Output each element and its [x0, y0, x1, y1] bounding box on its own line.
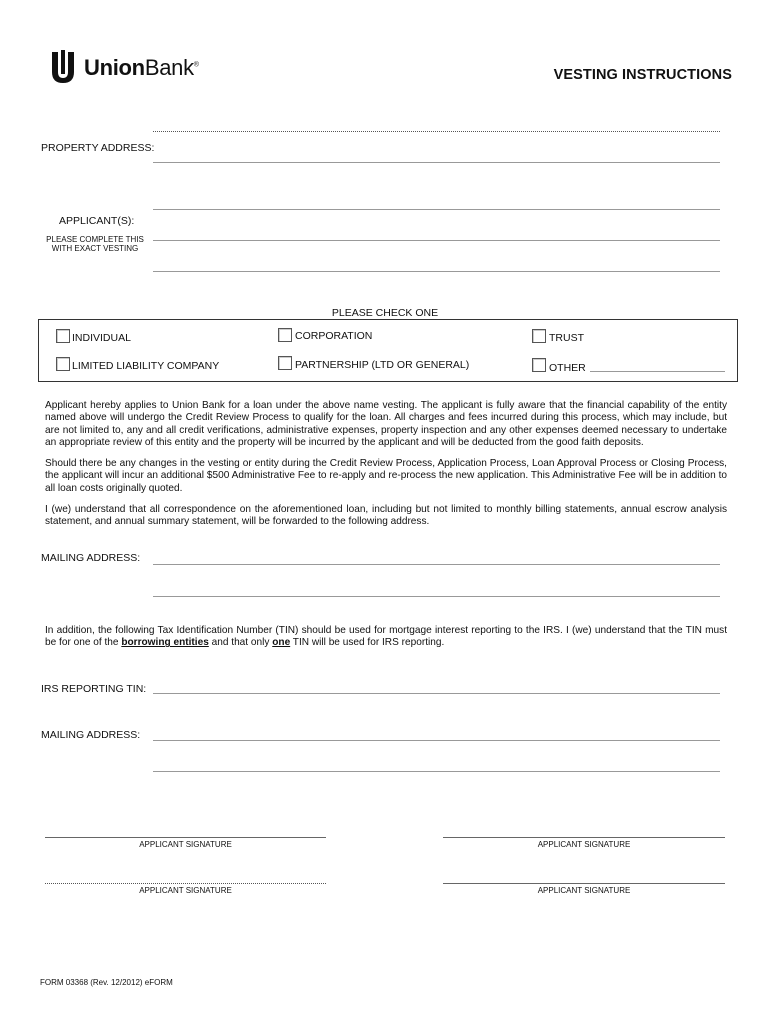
- page-title: VESTING INSTRUCTIONS: [553, 67, 732, 83]
- mailing-address-label-2: MAILING ADDRESS:: [41, 729, 141, 741]
- trust-checkbox[interactable]: [532, 329, 546, 343]
- llc-checkbox[interactable]: [56, 357, 70, 371]
- signature-label-1: APPLICANT SIGNATURE: [139, 840, 232, 849]
- llc-label: LIMITED LIABILITY COMPANY: [72, 360, 220, 372]
- vesting-change-paragraph: Should there be any changes in the vesting or entity during the Credit Review Process, Application Process, Loan Approval Process or Closing Process, the applicant will incur an additional $500 Administrative Fee to re-apply and re-process the new application. This Administrative Fee will be in addition to all loan costs originally quoted.: [45, 458, 727, 494]
- check-one-heading: PLEASE CHECK ONE: [331, 307, 439, 319]
- property-address-line-1[interactable]: [153, 131, 720, 132]
- applicants-line-1[interactable]: [153, 209, 720, 210]
- other-label: OTHER: [549, 362, 586, 374]
- signature-label-4: APPLICANT SIGNATURE: [537, 886, 631, 895]
- applicants-line-2[interactable]: [153, 240, 720, 241]
- applicants-note-2: WITH EXACT VESTING: [51, 244, 139, 253]
- other-checkbox[interactable]: [532, 358, 546, 372]
- irs-tin-label: IRS REPORTING TIN:: [41, 683, 147, 695]
- loan-application-paragraph: Applicant hereby applies to Union Bank for a loan under the above name vesting. The applicant is fully aware that the financial capability of the entity named above will undergo the Credit Review Process to qualify for the loan. All charges and fees incurred during this process, which may include, but are not limited to, any and all credit verifications, administrative expenses, property inspection and any other expenses deemed necessary to undertake an appropriate review of this entity and the property will be incurred by the applicant and will be deducted from the good faith deposits.: [45, 400, 727, 449]
- tin-paragraph: In addition, the following Tax Identification Number (TIN) should be used for mortgage interest reporting to the IRS. I (we) understand that the TIN must be for one of the borrowing entities and that only one TIN will be used for IRS reporting.: [45, 625, 727, 649]
- mailing-address-1-line-1[interactable]: [153, 564, 720, 565]
- union-bank-logo-icon: [50, 50, 76, 84]
- applicants-line-3[interactable]: [153, 271, 720, 272]
- property-address-label: PROPERTY ADDRESS:: [41, 142, 155, 154]
- mailing-address-label-1: MAILING ADDRESS:: [41, 552, 141, 564]
- mailing-address-2-line-2[interactable]: [153, 771, 720, 772]
- irs-tin-line[interactable]: [153, 693, 720, 694]
- mailing-address-1-line-2[interactable]: [153, 596, 720, 597]
- individual-label: INDIVIDUAL: [72, 332, 131, 344]
- union-bank-logo-text: UnionBank®: [84, 55, 199, 80]
- signature-line-3[interactable]: [45, 883, 326, 884]
- partnership-checkbox[interactable]: [278, 356, 292, 370]
- applicants-label: APPLICANT(S):: [59, 215, 135, 227]
- partnership-label: PARTNERSHIP (LTD OR GENERAL): [295, 359, 470, 371]
- signature-label-2: APPLICANT SIGNATURE: [537, 840, 631, 849]
- trust-label: TRUST: [549, 332, 584, 344]
- entity-type-box: [38, 319, 738, 382]
- property-address-line-2[interactable]: [153, 162, 720, 163]
- corporation-label: CORPORATION: [295, 330, 373, 342]
- signature-line-1[interactable]: [45, 837, 326, 838]
- signature-line-2[interactable]: [443, 837, 725, 838]
- form-id: FORM 03368 (Rev. 12/2012) eFORM: [40, 978, 173, 987]
- mailing-address-2-line-1[interactable]: [153, 740, 720, 741]
- individual-checkbox[interactable]: [56, 329, 70, 343]
- other-specify-line[interactable]: [590, 371, 725, 372]
- correspondence-paragraph: I (we) understand that all correspondence on the aforementioned loan, including but not limited to monthly billing statements, annual escrow analysis statement, and annual summary statement, will be forwarded to the following address.: [45, 504, 727, 528]
- corporation-checkbox[interactable]: [278, 328, 292, 342]
- applicants-note-1: PLEASE COMPLETE THIS: [46, 235, 144, 244]
- signature-label-3: APPLICANT SIGNATURE: [139, 886, 232, 895]
- signature-line-4[interactable]: [443, 883, 725, 884]
